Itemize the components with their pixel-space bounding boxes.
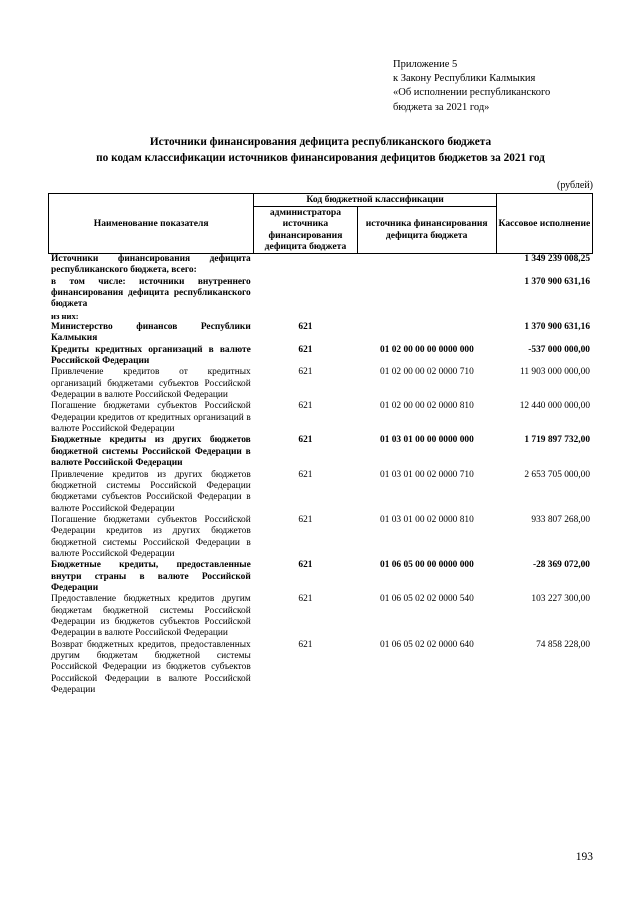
budget-table (48, 193, 593, 696)
cell-cash-execution: 933 807 268,00 (531, 514, 590, 525)
cell-administrator-code: 621 (298, 322, 313, 333)
cell-administrator-code: 621 (298, 401, 313, 412)
table-row (48, 640, 593, 697)
page-title (48, 134, 593, 166)
cell-indicator-name: Возврат бюджетных кредитов, предоставленных другим бюджетам бюджетной системы Российской Федерации из бюджетов субъектов Российской Федерации в валюте Российской Федерации (51, 639, 251, 696)
page-number: 193 (575, 851, 593, 863)
cell-source-code: 01 03 01 00 02 0000 710 (380, 469, 474, 480)
table-header (48, 193, 593, 254)
table-body (48, 254, 593, 696)
units-note: (рублей) (556, 180, 593, 191)
cell-administrator-code (254, 254, 357, 277)
cell-source-code: 01 02 00 00 02 0000 810 (380, 401, 474, 412)
table-row (48, 322, 593, 345)
cell-source-code: 01 06 05 02 02 0000 640 (380, 639, 474, 650)
th-cash-execution: Кассовое исполнение (496, 194, 592, 254)
cell-indicator-name: Бюджетные кредиты из других бюджетов бюджетной системы Российской Федерации в валюте Российской Федерации (51, 435, 251, 469)
table-row (48, 560, 593, 594)
header-line-3: «Об исполнении республиканского (393, 87, 551, 99)
cell-indicator-name: Кредиты кредитных организаций в валюте Российской Федерации (51, 344, 251, 367)
th-indicator-name: Наименование показателя (49, 194, 254, 254)
cell-indicator-name: Министерство финансов Республики Калмыкия (51, 322, 251, 344)
cell-administrator-code: 621 (298, 594, 313, 605)
cell-source-code: 01 06 05 00 00 0000 000 (380, 560, 474, 571)
cell-source-code (357, 322, 497, 345)
cell-cash-execution: 11 903 000 000,00 (520, 367, 590, 378)
table-row (48, 311, 593, 322)
document-header-block (393, 58, 608, 115)
table-row (48, 254, 593, 277)
cell-cash-execution: 1 370 900 631,16 (524, 276, 590, 287)
page-title-line-1: Источники финансирования дефицита республиканского бюджета (149, 136, 492, 148)
cell-cash-execution: -28 369 072,00 (532, 560, 590, 571)
cell-indicator-name: Погашение бюджетами субъектов Российской Федерации кредитов из других бюджетов бюджетной системы Российской Федерации в валюте Российской Федерации (51, 514, 251, 559)
header-line-1: Приложение 5 (393, 59, 458, 70)
cell-source-code: 01 02 00 00 00 0000 000 (380, 344, 474, 355)
cell-source-code: 01 06 05 02 02 0000 540 (380, 594, 474, 605)
cell-administrator-code: 621 (298, 639, 313, 650)
cell-source-code: 01 03 01 00 00 0000 000 (380, 435, 474, 446)
cell-administrator-code: 621 (298, 560, 313, 571)
cell-administrator-code (254, 277, 357, 311)
th-source-code: источника финансирования дефицита бюджета (357, 206, 496, 253)
cell-indicator-name: Предоставление бюджетных кредитов другим бюджетам бюджетной системы Российской Федерации из бюджетов субъектов Российской Федерации в валюте Российской Федерации (51, 594, 251, 639)
cell-source-code (357, 311, 497, 322)
table-row (48, 594, 593, 639)
cell-cash-execution: 1 719 897 732,00 (524, 435, 590, 446)
th-administrator-code: администратора источника финансирования дефицита бюджета (254, 206, 357, 253)
table-row (48, 470, 593, 515)
cell-source-code: 01 02 00 00 02 0000 710 (380, 367, 474, 378)
cell-cash-execution: 74 858 228,00 (536, 639, 590, 650)
cell-indicator-name: из них: (51, 310, 79, 321)
cell-administrator-code: 621 (298, 469, 313, 480)
cell-source-code (357, 277, 497, 311)
cell-administrator-code: 621 (298, 367, 313, 378)
cell-administrator-code: 621 (298, 514, 313, 525)
cell-cash-execution: -537 000 000,00 (528, 344, 590, 355)
cell-indicator-name: Привлечение кредитов из других бюджетов бюджетной системы Российской Федерации бюджетами субъектов Российской Федерации в валюте Российской Федерации (51, 469, 251, 514)
table-row (48, 367, 593, 401)
cell-indicator-name: Бюджетные кредиты, предоставленные внутри страны в валюте Российской Федерации (51, 560, 251, 593)
cell-indicator-name: Источники финансирования дефицита республиканского бюджета, всего: (51, 253, 251, 276)
cell-source-code: 01 03 01 00 02 0000 810 (380, 514, 474, 525)
cell-cash-execution: 103 227 300,00 (531, 594, 590, 605)
th-budget-classification-code: Код бюджетной классификации (254, 194, 496, 207)
table-row (48, 515, 593, 560)
table-header-row-1 (49, 194, 593, 207)
cell-cash-execution: 1 370 900 631,16 (524, 322, 590, 333)
cell-cash-execution (497, 311, 593, 322)
cell-administrator-code: 621 (298, 344, 313, 355)
table-row (48, 345, 593, 368)
table-row (48, 401, 593, 435)
cell-cash-execution: 1 349 239 008,25 (524, 253, 590, 264)
cell-indicator-name: в том числе: источники внутреннего финансирования дефицита республиканского бюджета (51, 276, 251, 310)
header-line-2: к Закону Республики Калмыкия (393, 73, 536, 85)
cell-indicator-name: Погашение бюджетами субъектов Российской Федерации кредитов от кредитных организаций в валюте Российской Федерации (51, 401, 251, 435)
page-title-line-2: по кодам классификации источников финансирования дефицитов бюджетов за 2021 год (96, 152, 545, 164)
cell-administrator-code: 621 (298, 435, 313, 446)
cell-administrator-code (254, 311, 357, 322)
cell-indicator-name: Привлечение кредитов от кредитных организаций бюджетами субъектов Российской Федерации в валюте Российской Федерации (51, 367, 251, 401)
table-row (48, 277, 593, 311)
header-line-4: бюджета за 2021 год» (393, 101, 490, 113)
cell-cash-execution: 2 653 705 000,00 (524, 469, 590, 480)
cell-source-code (357, 254, 497, 277)
cell-cash-execution: 12 440 000 000,00 (519, 401, 590, 412)
table-row (48, 435, 593, 469)
